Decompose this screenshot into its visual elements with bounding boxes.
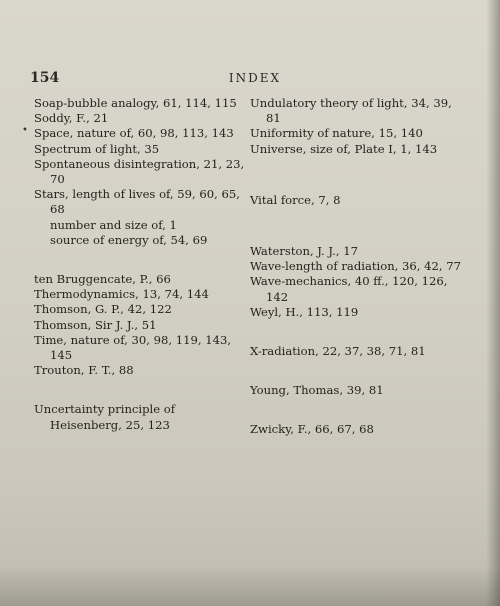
- index-entry: Young, Thomas, 39, 81: [250, 383, 384, 398]
- index-entry: Soddy, F., 21: [34, 111, 109, 126]
- index-entry: Time, nature of, 30, 98, 119, 143, 145: [34, 332, 232, 363]
- index-entry: Vital force, 7, 8: [250, 192, 341, 207]
- index-entry: ten Bruggencate, P., 66: [34, 272, 171, 287]
- index-entry: Weyl, H., 113, 119: [250, 304, 359, 319]
- page-bottom-shadow: [0, 566, 500, 606]
- index-entry: Spontaneous disintegration, 21, 23, 70: [34, 156, 245, 187]
- index-entry: Stars, length of lives of, 59, 60, 65, 68: [34, 187, 240, 217]
- index-entry: Trouton, F. T., 88: [34, 363, 134, 378]
- index-entry: Wave-length of radiation, 36, 42, 77: [250, 259, 462, 274]
- index-subentry: source of energy of, 54, 69: [50, 232, 208, 247]
- page-number: 154: [30, 70, 60, 86]
- index-entry: X-radiation, 22, 37, 38, 71, 81: [250, 344, 426, 359]
- index-column-left: [34, 96, 246, 433]
- index-entry: Uncertainty principle of Heisenberg, 25, 123: [34, 402, 176, 432]
- margin-dot: •: [22, 125, 28, 136]
- index-entry: Wave-mechanics, 40 ff., 120, 126, 142: [250, 274, 448, 304]
- index-column-right: [250, 96, 466, 438]
- index-entry: Zwicky, F., 66, 67, 68: [250, 422, 374, 437]
- index-entry: Space, nature of, 60, 98, 113, 143: [34, 126, 234, 141]
- index-entry: Uniformity of nature, 15, 140: [250, 126, 423, 141]
- index-entry: Universe, size of, Plate I, 1, 143: [250, 141, 438, 156]
- index-entry: Waterston, J. J., 17: [250, 244, 358, 259]
- page-edge-shadow: [486, 0, 500, 606]
- index-entry: Thomson, Sir J. J., 51: [34, 317, 157, 332]
- index-entry: Undulatory theory of light, 34, 39, 81: [250, 96, 452, 126]
- running-head: INDEX: [228, 71, 282, 85]
- index-entry: Thermodynamics, 13, 74, 144: [34, 287, 209, 302]
- index-entry: Thomson, G. P., 42, 122: [34, 302, 172, 317]
- index-entry: Soap-bubble analogy, 61, 114, 115: [34, 96, 237, 110]
- index-subentry: number and size of, 1: [50, 217, 177, 232]
- index-entry: Spectrum of light, 35: [34, 141, 160, 156]
